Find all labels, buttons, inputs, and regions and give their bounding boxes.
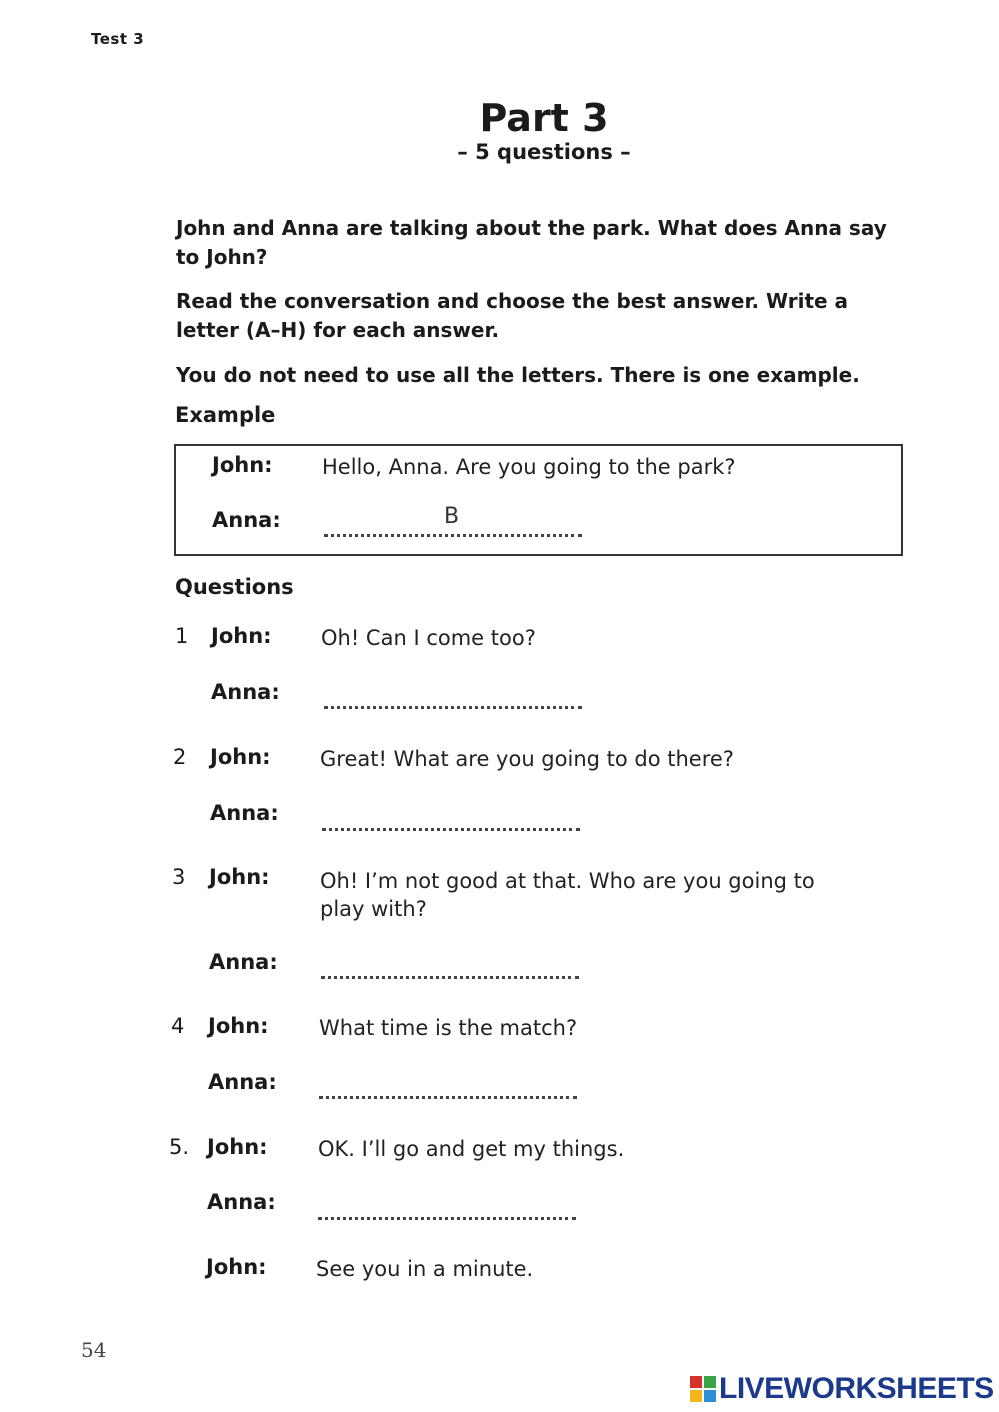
answer-input-3[interactable] [321, 976, 579, 979]
example-answer-line [324, 534, 582, 537]
question-john-line: Oh! I’m not good at that. Who are you going to play with? [320, 869, 815, 921]
question-number: 4 [171, 1014, 185, 1038]
question-anna-label: Anna: [210, 801, 279, 825]
question-john-label: John: [210, 745, 271, 769]
question-john-label: John: [208, 1014, 269, 1038]
example-john-label: John: [212, 453, 273, 477]
question-number: 3 [172, 865, 186, 889]
liveworksheets-logo [690, 1372, 994, 1406]
liveworksheets-logo-icon [690, 1376, 716, 1402]
question-john-label: John: [207, 1135, 268, 1159]
question-john-label: John: [211, 624, 272, 648]
questions-heading: Questions [175, 575, 294, 599]
instruction-3: You do not need to use all the letters. There is one example. [176, 363, 860, 387]
example-john-line: Hello, Anna. Are you going to the park? [322, 455, 736, 479]
part-title: Part 3 [479, 96, 609, 140]
question-john-line: Oh! Can I come too? [321, 626, 536, 650]
question-john-label: John: [209, 865, 270, 889]
instruction-2: Read the conversation and choose the best answer. Write a letter (A–H) for each answer. [176, 289, 849, 342]
question-john-line: OK. I’ll go and get my things. [318, 1137, 625, 1161]
question-anna-label: Anna: [207, 1190, 276, 1214]
logo-text: LIVEWORKSHEETS [719, 1372, 994, 1405]
test-label: Test 3 [91, 30, 145, 48]
question-anna-label: Anna: [208, 1070, 277, 1094]
question-anna-label: Anna: [209, 950, 278, 974]
example-heading: Example [175, 403, 276, 427]
question-number: 1 [175, 624, 189, 648]
logo-square-blue [704, 1390, 716, 1402]
answer-input-2[interactable] [322, 828, 580, 831]
answer-input-4[interactable] [319, 1096, 577, 1099]
logo-square-yellow [690, 1390, 702, 1402]
question-john-line: What time is the match? [319, 1016, 578, 1040]
page-number: 54 [81, 1338, 107, 1362]
question-number: 2 [173, 745, 187, 769]
example-answer: B [444, 504, 460, 529]
closing-john-label: John: [206, 1255, 267, 1279]
question-number: 5. [169, 1135, 190, 1159]
logo-square-green [704, 1376, 716, 1388]
logo-square-red [690, 1376, 702, 1388]
instruction-1: John and Anna are talking about the park. What does Anna say to John? [176, 216, 887, 269]
part-subtitle: – 5 questions – [457, 140, 631, 164]
answer-input-1[interactable] [324, 706, 582, 709]
answer-input-5[interactable] [318, 1217, 576, 1220]
example-anna-label: Anna: [212, 508, 281, 532]
question-anna-label: Anna: [211, 680, 280, 704]
closing-john-line: See you in a minute. [316, 1257, 534, 1281]
question-john-line: Great! What are you going to do there? [320, 747, 734, 771]
